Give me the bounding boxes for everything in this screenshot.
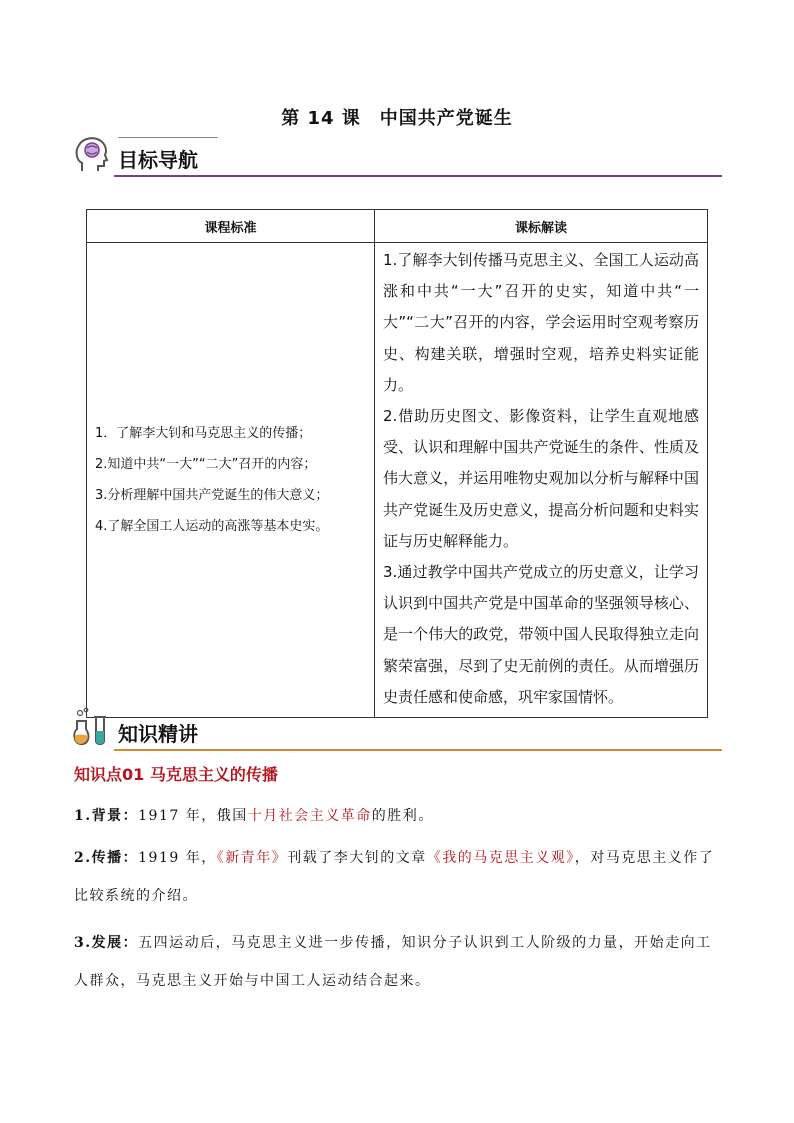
table-header-interpretation: 课标解读 <box>375 210 708 243</box>
knowledge-item-spread: 2.传播：1919 年，《新青年》刊载了李大钊的文章《我的马克思主义观》，对马克思主义作了比较系统的介绍。 <box>74 850 715 904</box>
standards-cell <box>87 243 375 718</box>
brain-head-icon <box>72 133 112 173</box>
section-header-knowledge <box>72 707 722 751</box>
section-divider <box>114 749 722 751</box>
section-title-knowledge: 知识精讲 <box>118 722 198 746</box>
interpretation-cell <box>375 243 708 718</box>
lab-flask-icon <box>72 707 112 747</box>
knowledge-point-title: 知识点01 马克思主义的传播 <box>74 765 278 784</box>
curriculum-table <box>86 209 708 718</box>
section-title-goal: 目标导航 <box>118 148 198 172</box>
highlight-term: 《新青年》 <box>216 850 288 866</box>
interpretation-paragraph: 1.了解李大钊传播马克思主义、全国工人运动高涨和中共“一大”召开的史实，知道中共“一大”“二大”召开的内容，学会运用时空观考察历史、构建关联，增强时空观，培养史料实证能力。 <box>383 251 699 394</box>
section-divider <box>114 175 722 177</box>
standard-item: 2.知道中共“一大”“二大”召开的内容； <box>95 457 317 473</box>
knowledge-item-development: 3.发展：五四运动后，马克思主义进一步传播，知识分子认识到工人阶级的力量，开始走向工人群众，马克思主义开始与中国工人运动结合起来。 <box>74 935 712 989</box>
interpretation-paragraph: 2.借助历史图文、影像资料，让学生直观地感受、认识和理解中国共产党诞生的条件、性质及伟大意义，并运用唯物史观加以分析与解释中国共产党诞生及历史意义，提高分析问题和史料实证与历史解释能力。 <box>383 407 699 550</box>
standard-item: 1．了解李大钊和马克思主义的传播； <box>95 426 312 442</box>
interpretation-paragraph: 3.通过教学中国共产党成立的历史意义，让学习认识到中国共产党是中国革命的坚强领导核心、是一个伟大的政党，带领中国人民取得独立走向繁荣富强，尽到了史无前例的责任。从而增强历史责任感和使命感，巩牢家国情怀。 <box>383 563 699 706</box>
standard-item: 4.了解全国工人运动的高涨等基本史实。 <box>95 519 329 535</box>
item-heading: 2.传播： <box>74 850 139 866</box>
highlight-term: 《我的马克思主义观》 <box>426 850 575 866</box>
standard-item: 3.分析理解中国共产党诞生的伟大意义； <box>95 488 329 504</box>
highlight-term: 十月社会主义革命 <box>247 808 372 824</box>
item-heading: 1.背景： <box>74 808 139 824</box>
knowledge-item-background: 1.背景：1917 年，俄国十月社会主义革命的胜利。 <box>74 808 434 824</box>
table-header-standard: 课程标准 <box>87 210 375 243</box>
section-topline <box>118 137 218 138</box>
item-heading: 3.发展： <box>74 935 139 951</box>
page-title: 第 14 课 中国共产党诞生 <box>281 108 513 129</box>
section-header-goal <box>72 133 722 177</box>
